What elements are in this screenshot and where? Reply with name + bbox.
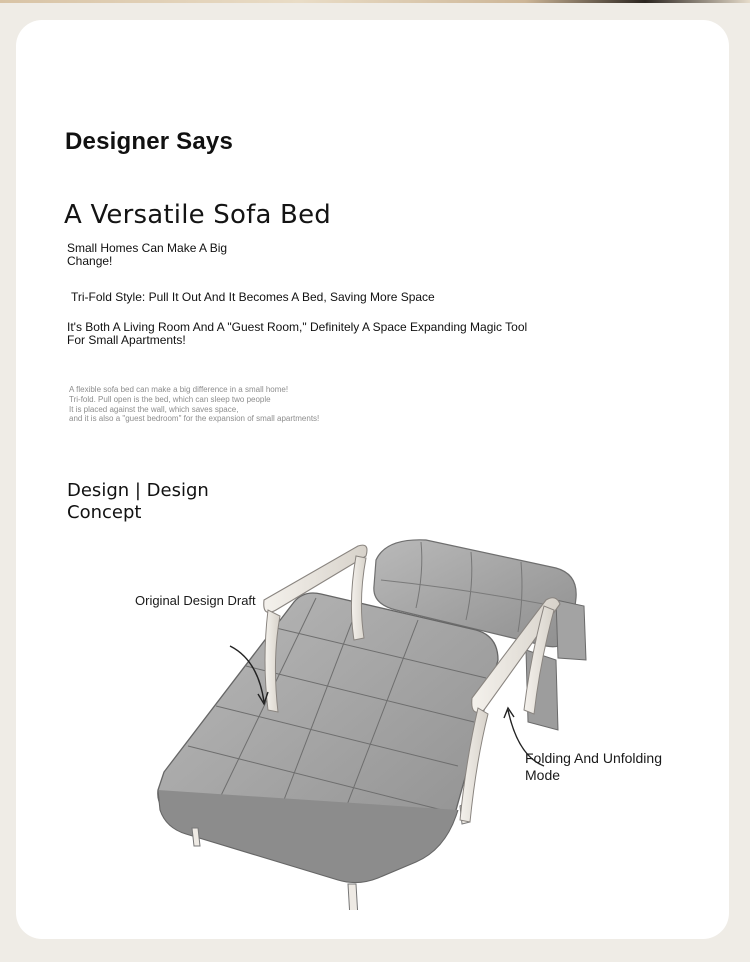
design-concept-title: Design | Design Concept xyxy=(67,480,209,523)
intro-line-small-homes: Small Homes Can Make A Big Change! xyxy=(67,241,228,268)
fine-print-block xyxy=(69,385,319,424)
fine-print-line: It is placed against the wall, which saves space, xyxy=(69,404,239,414)
sofa-bed-illustration xyxy=(126,510,626,910)
original-design-draft-label: Original Design Draft xyxy=(135,593,256,608)
intro-line-tri-fold: Tri-Fold Style: Pull It Out And It Becomes A Bed, Saving More Space xyxy=(71,290,435,304)
intro-line-guest-room: It's Both A Living Room And A "Guest Room," Definitely A Space Expanding Magic Tool For Small Apartments! xyxy=(67,320,528,347)
fine-print-line: Tri-fold. Pull open is the bed, which can sleep two people xyxy=(69,394,271,404)
product-title: A Versatile Sofa Bed xyxy=(64,200,331,230)
content-card xyxy=(16,20,729,939)
fine-print-line: A flexible sofa bed can make a big difference in a small home! xyxy=(69,385,289,394)
top-decorative-strip xyxy=(0,0,750,3)
folding-mode-label: Folding And Unfolding Mode xyxy=(525,750,662,783)
seat-mattress xyxy=(158,593,498,883)
designer-says-heading: Designer Says xyxy=(65,128,234,155)
fine-print-line: and it is also a "guest bedroom" for the expansion of small apartments! xyxy=(69,414,320,424)
